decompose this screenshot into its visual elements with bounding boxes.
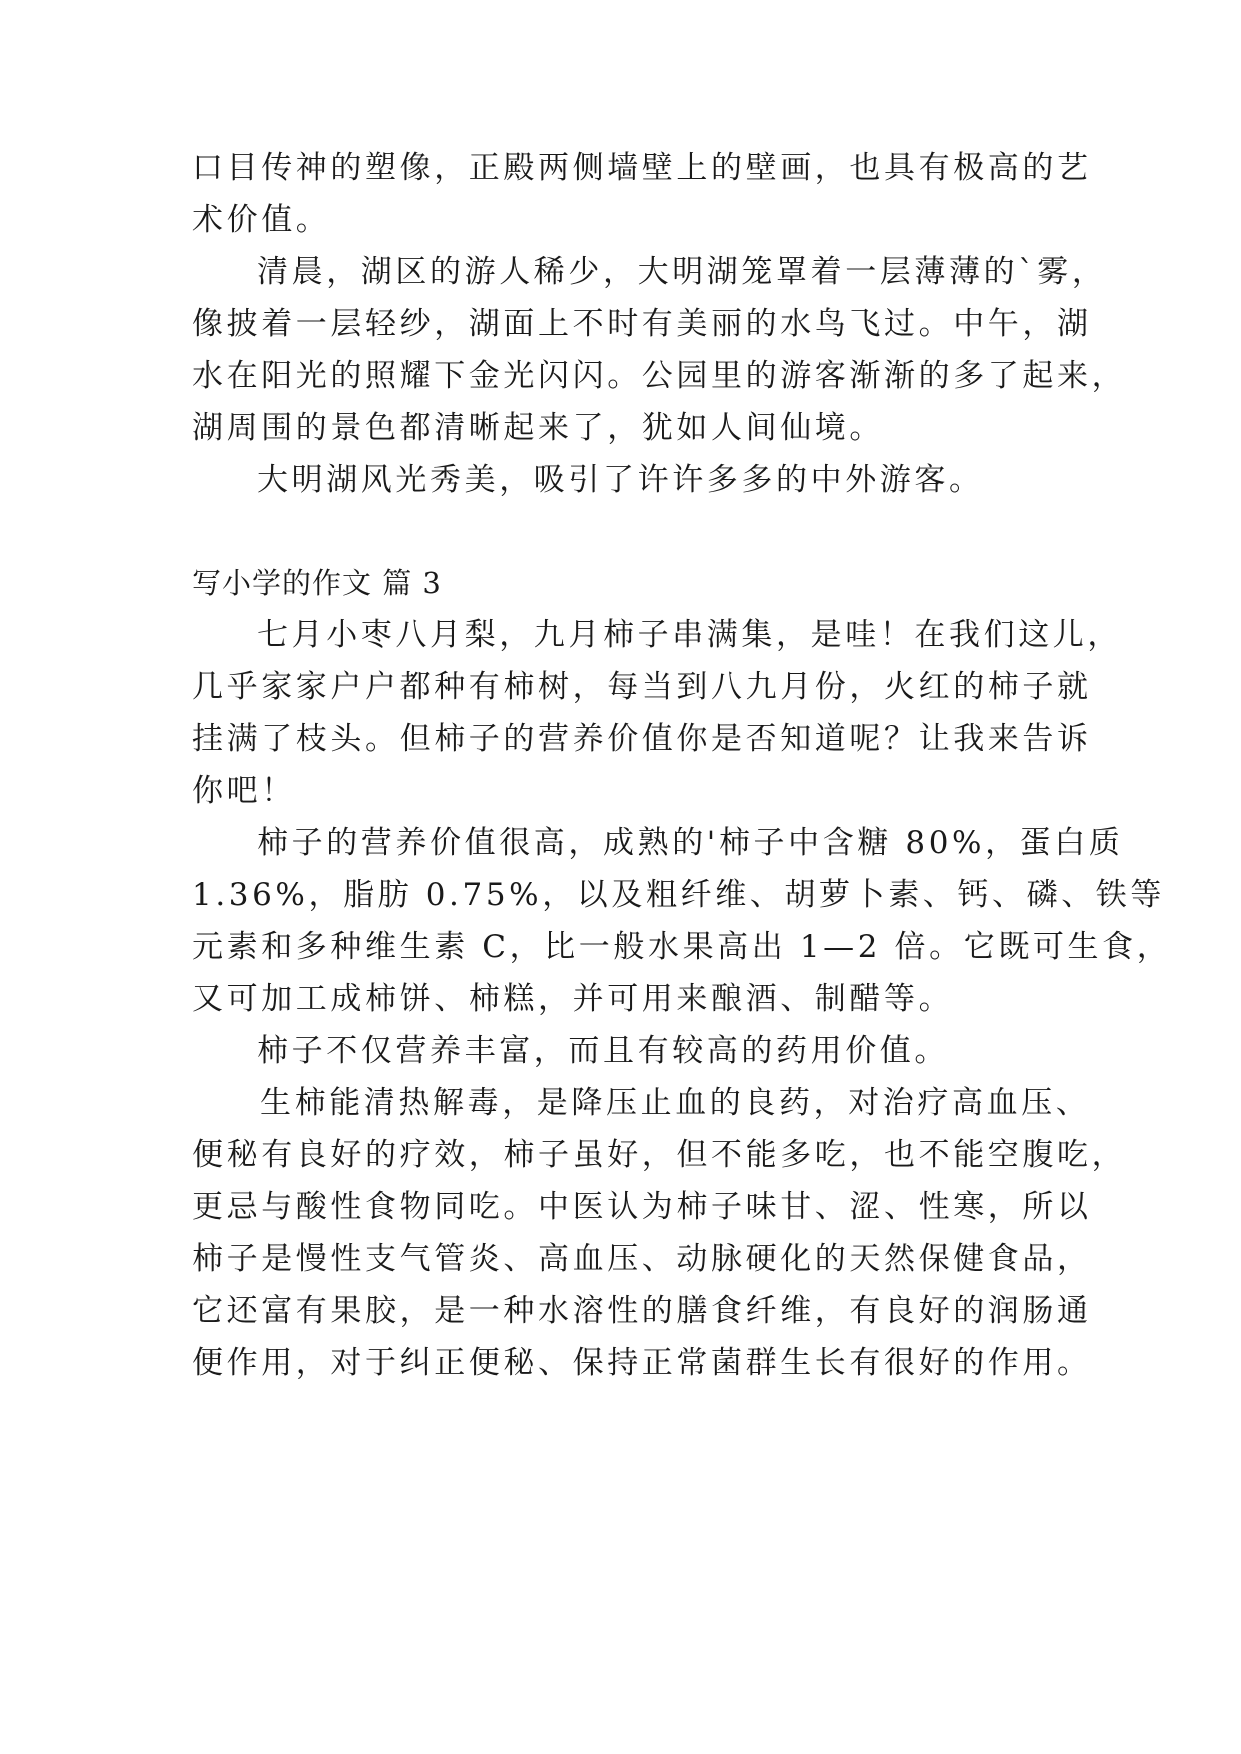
text-line: 术价值。 bbox=[192, 202, 331, 238]
paragraph-first-line: 清晨，湖区的游人稀少，大明湖笼罩着一层薄薄的`雾， bbox=[257, 254, 1107, 290]
paragraph-first-line: 生柿能清热解毒，是降压止血的良药，对治疗高血压、 bbox=[260, 1085, 1091, 1121]
text-line: 口目传神的塑像，正殿两侧墙壁上的壁画，也具有极高的艺 bbox=[192, 150, 1092, 186]
paragraph-first-line: 七月小枣八月梨，九月柿子串满集，是哇！在我们这儿， bbox=[257, 617, 1122, 653]
text-line: 又可加工成柿饼、柿糕，并可用来酿酒、制醋等。 bbox=[192, 981, 954, 1017]
text-line: 几乎家家户户都种有柿树，每当到八九月份，火红的柿子就 bbox=[192, 669, 1092, 705]
text-line: 它还富有果胶，是一种水溶性的膳食纤维，有良好的润肠通 bbox=[192, 1293, 1092, 1329]
paragraph-first-line: 大明湖风光秀美，吸引了许许多多的中外游客。 bbox=[257, 462, 984, 498]
paragraph-first-line: 柿子不仅营养丰富，而且有较高的药用价值。 bbox=[257, 1033, 949, 1069]
text-line: 1.36%，脂肪 0.75%，以及粗纤维、胡萝卜素、钙、磷、铁等 bbox=[192, 877, 1166, 913]
text-line: 湖周围的景色都清晰起来了，犹如人间仙境。 bbox=[192, 410, 884, 446]
text-line: 元素和多种维生素 C，比一般水果高出 1—2 倍。它既可生食， bbox=[192, 929, 1172, 965]
text-line: 你吧！ bbox=[192, 773, 296, 809]
text-line: 像披着一层轻纱，湖面上不时有美丽的水鸟飞过。中午，湖 bbox=[192, 306, 1092, 342]
text-line: 水在阳光的照耀下金光闪闪。公园里的游客渐渐的多了起来， bbox=[192, 358, 1127, 394]
section-heading: 写小学的作文 篇 3 bbox=[192, 566, 442, 600]
text-line: 更忌与酸性食物同吃。中医认为柿子味甘、涩、性寒，所以 bbox=[192, 1189, 1092, 1225]
text-line: 挂满了枝头。但柿子的营养价值你是否知道呢？让我来告诉 bbox=[192, 721, 1092, 757]
paragraph-first-line: 柿子的营养价值很高，成熟的'柿子中含糖 80%，蛋白质 bbox=[257, 825, 1124, 861]
text-line: 便作用，对于纠正便秘、保持正常菌群生长有很好的作用。 bbox=[192, 1345, 1092, 1381]
text-line: 便秘有良好的疗效，柿子虽好，但不能多吃，也不能空腹吃， bbox=[192, 1137, 1127, 1173]
text-line: 柿子是慢性支气管炎、高血压、动脉硬化的天然保健食品， bbox=[192, 1241, 1092, 1277]
